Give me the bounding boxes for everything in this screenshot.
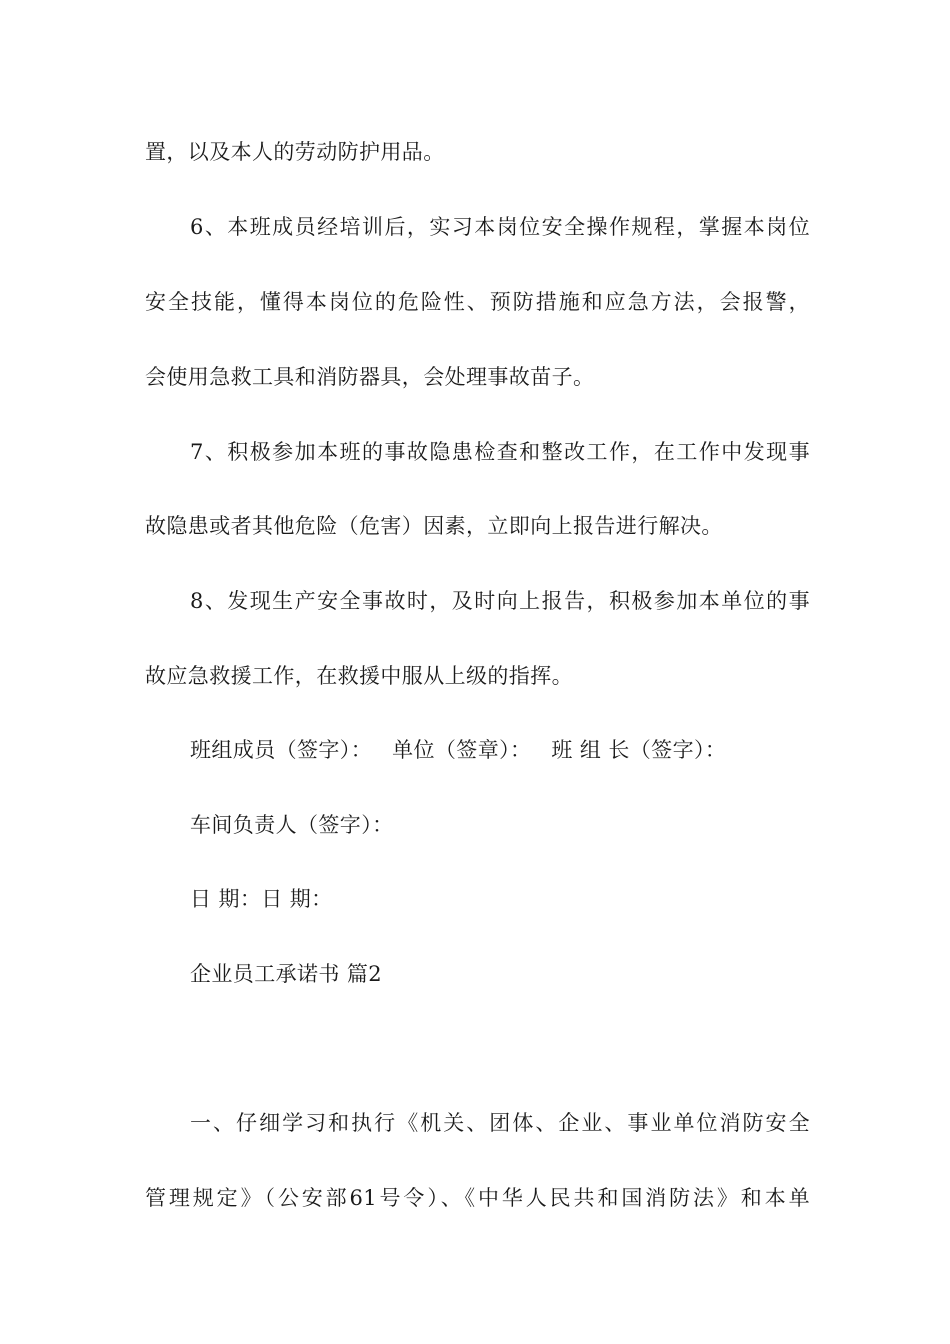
section-paragraph-line-1: 一、仔细学习和执行《机关、团体、企业、事业单位消防安全 bbox=[190, 1111, 810, 1135]
date-labels: 日 期：日 期： bbox=[190, 887, 333, 911]
signature-line bbox=[190, 735, 810, 765]
paragraph-line-6: 故隐患或者其他危险（危害）因素，立即向上报告进行解决。 bbox=[145, 514, 723, 538]
member-signature-label: 班组成员（签字）： bbox=[190, 738, 373, 762]
paragraph-line-5: 7、积极参加本班的事故隐患检查和整改工作，在工作中发现事 bbox=[190, 440, 810, 464]
paragraph-line-3: 安全技能，懂得本岗位的危险性、预防措施和应急方法，会报警， bbox=[145, 290, 810, 314]
paragraph-line-4: 会使用急救工具和消防器具，会处理事故苗子。 bbox=[145, 365, 595, 389]
section-paragraph-line-2: 管理规定》（公安部61号令）、《中华人民共和国消防法》和本单 bbox=[145, 1186, 810, 1210]
workshop-head-signature-label: 车间负责人（签字）： bbox=[190, 813, 394, 837]
paragraph-line-7: 8、发现生产安全事故时，及时向上报告，积极参加本单位的事 bbox=[190, 589, 810, 613]
paragraph-line-2: 6、本班成员经培训后，实习本岗位安全操作规程，掌握本岗位 bbox=[190, 215, 810, 239]
leader-signature-label: 班 组 长（签字）： bbox=[551, 738, 727, 762]
paragraph-line-1: 置，以及本人的劳动防护用品。 bbox=[145, 140, 445, 164]
unit-seal-label: 单位（签章）： bbox=[392, 738, 532, 762]
paragraph-line-8: 故应急救援工作，在救援中服从上级的指挥。 bbox=[145, 664, 573, 688]
section-title: 企业员工承诺书 篇2 bbox=[190, 962, 383, 986]
